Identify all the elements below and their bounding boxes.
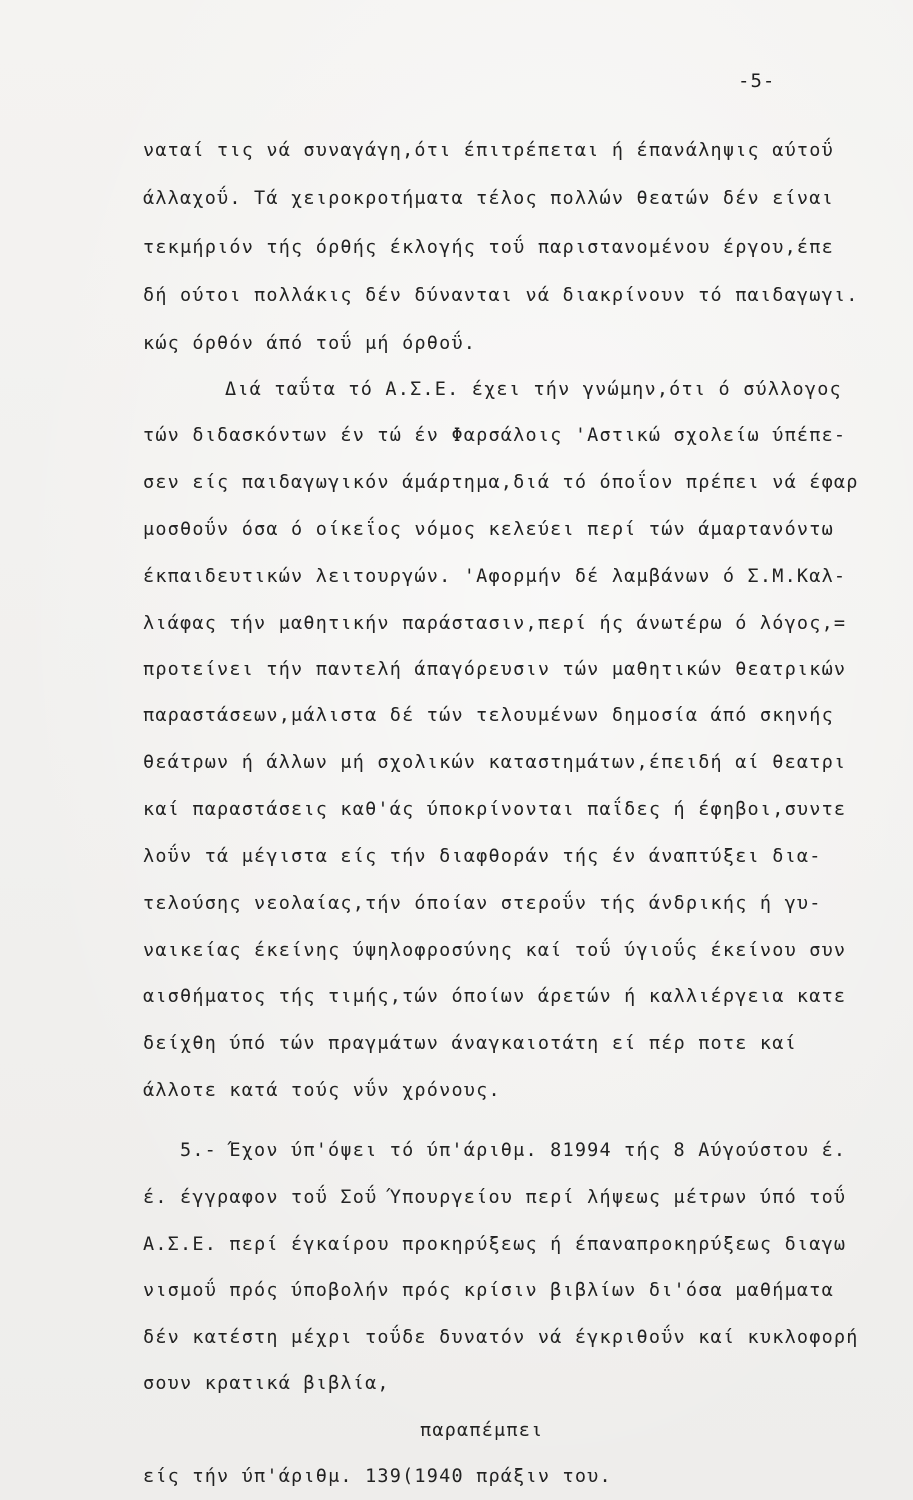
text-line: κώς όρθόν άπό τοΰ μή όρθοΰ. bbox=[143, 333, 477, 354]
text-line: έ. έγγραφον τοΰ Σοΰ Ύπουργείου περί λήψεως μέτρων ύπό τοΰ bbox=[143, 1187, 847, 1208]
text-line: δείχθη ύπό τών πραγμάτων άναγκαιοτάτη εί πέρ ποτε καί bbox=[143, 1033, 797, 1054]
text-line: ναταί τις νά συναγάγη,ότι έπιτρέπεται ή έπανάληψις αύτοΰ bbox=[143, 140, 834, 161]
text-line: τελούσης νεολαίας,τήν όποίαν στεροΰν τής άνδρικής ή γυ- bbox=[143, 893, 822, 914]
text-line: καί παραστάσεις καθ'άς ύποκρίνονται παΐδες ή έφηβοι,συντε bbox=[143, 799, 847, 820]
text-line: είς τήν ύπ'άριθμ. 139(1940 πράξιν του. bbox=[143, 1466, 612, 1487]
text-line: άλλαχοΰ. Τά χειροκροτήματα τέλος πολλών θεατών δέν είναι bbox=[143, 188, 834, 209]
text-line: λιάφας τήν μαθητικήν παράστασιν,περί ής άνωτέρω ό λόγος,= bbox=[143, 613, 847, 634]
text-line: παραστάσεων,μάλιστα δέ τών τελουμένων δημοσία άπό σκηνής bbox=[143, 705, 834, 726]
text-line: τεκμήριόν τής όρθής έκλογής τοΰ παριστανομένου έργου,έπε bbox=[143, 237, 834, 258]
text-line: αισθήματος τής τιμής,τών όποίων άρετών ή καλλιέργεια κατε bbox=[143, 986, 847, 1007]
text-line: ναικείας έκείνης ύψηλοφροσύνης καί τοΰ ύγιοΰς έκείνου συν bbox=[143, 940, 847, 961]
text-line: άλλοτε κατά τούς νΰν χρόνους. bbox=[143, 1080, 501, 1101]
text-line: δή ούτοι πολλάκις δέν δύνανται νά διακρίνουν τό παιδαγωγι. bbox=[143, 285, 859, 306]
text-line: λοΰν τά μέγιστα είς τήν διαφθοράν τής έν άναπτύξει δια- bbox=[143, 846, 822, 867]
text-line: προτείνει τήν παντελή άπαγόρευσιν τών μαθητικών θεατρικών bbox=[143, 659, 847, 680]
text-line: σουν κρατικά βιβλία, bbox=[143, 1373, 390, 1394]
text-line: μοσθοΰν όσα ό οίκεΐος νόμος κελεύει περί τών άμαρτανόντω bbox=[143, 519, 834, 540]
text-line: παραπέμπει bbox=[420, 1420, 544, 1441]
page-number: -5- bbox=[738, 70, 776, 92]
text-line: Α.Σ.Ε. περί έγκαίρου προκηρύξεως ή έπαναπροκηρύξεως διαγω bbox=[143, 1234, 847, 1255]
text-line: τών διδασκόντων έν τώ έν Φαρσάλοις 'Αστικώ σχολείω ύπέπε- bbox=[143, 425, 847, 446]
text-line: 5.- Έχον ύπ'όψει τό ύπ'άριθμ. 81994 τής 8 Αύγούστου έ. bbox=[180, 1140, 847, 1161]
text-line: έκπαιδευτικών λειτουργών. 'Αφορμήν δέ λαμβάνων ό Σ.Μ.Καλ- bbox=[143, 566, 847, 587]
text-line: σεν είς παιδαγωγικόν άμάρτημα,διά τό όποΐον πρέπει νά έφαρ bbox=[143, 472, 859, 493]
text-line: θεάτρων ή άλλων μή σχολικών καταστημάτων,έπειδή αί θεατρι bbox=[143, 752, 847, 773]
text-line: νισμοΰ πρός ύποβολήν πρός κρίσιν βιβλίων δι'όσα μαθήματα bbox=[143, 1280, 834, 1301]
text-line: Διά ταΰτα τό Α.Σ.Ε. έχει τήν γνώμην,ότι ό σύλλογος bbox=[225, 379, 842, 400]
text-line: δέν κατέστη μέχρι τοΰδε δυνατόν νά έγκριθοΰν καί κυκλοφορή bbox=[143, 1327, 859, 1348]
